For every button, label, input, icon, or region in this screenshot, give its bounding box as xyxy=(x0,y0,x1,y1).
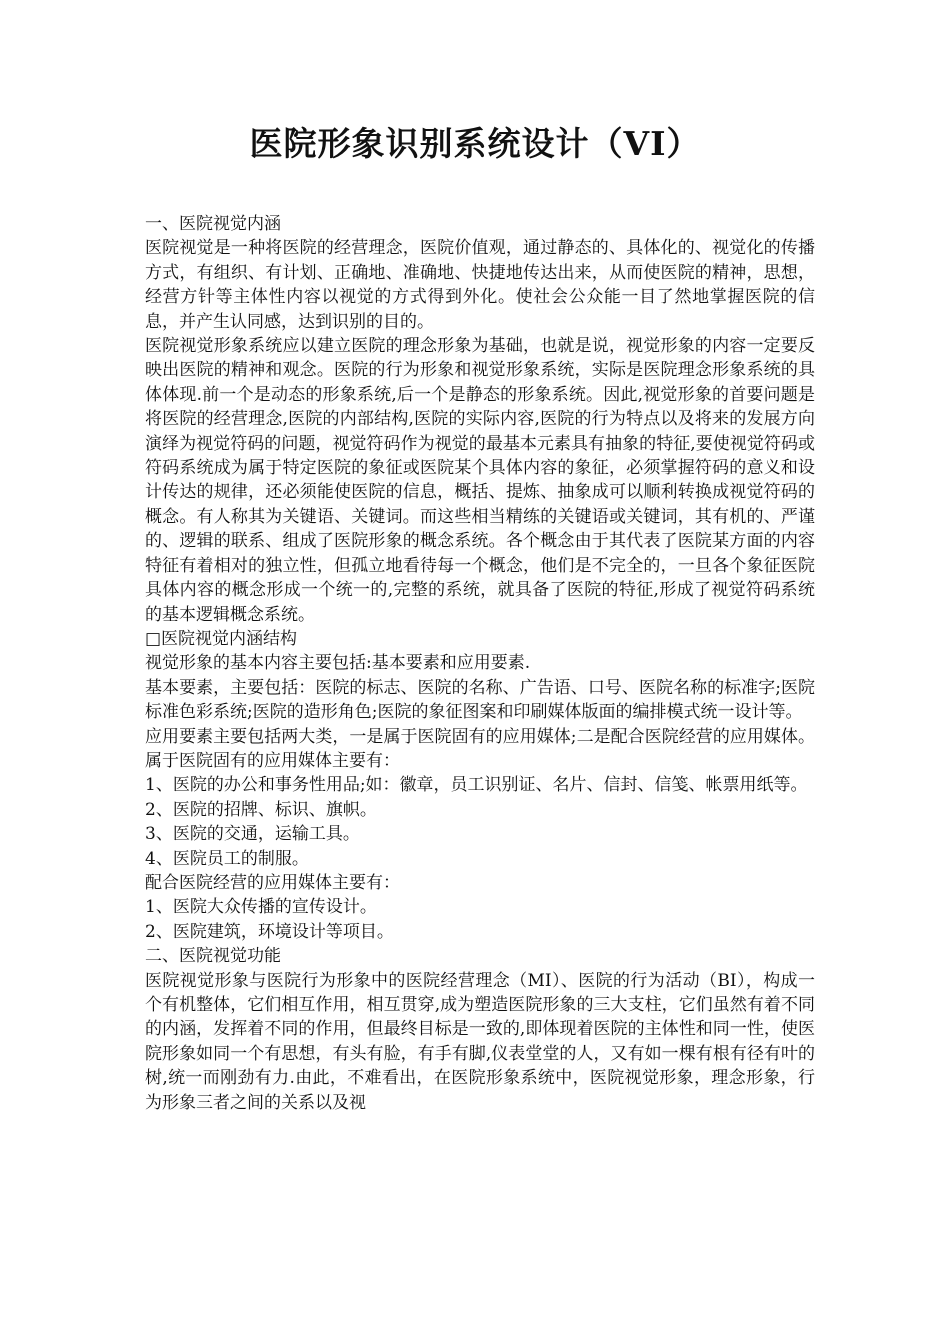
section-heading: 一、医院视觉内涵 xyxy=(145,214,281,234)
subsection-heading: □医院视觉内涵结构 xyxy=(145,628,298,649)
paragraph: 医院视觉形象与医院行为形象中的医院经营理念（MI）、医院的行为活动（BI），构成一个有机整体，它们相互作用，相互贯穿,成为塑造医院形象的三大支柱，它们虽然有着不同的内涵，发挥着不同的作用，但最终目标是一致的,即体现着医院的主体性和同一性，使医院形象如同一个有思想，有头有脸，有手有脚,仪表堂堂的人，又有如一棵有根有径有叶的树,统一而刚劲有力.由此，不难看出，在医院形象系统中，医院视觉形象，理念形象，行为形象三者之间的关系以及视 xyxy=(145,970,815,1113)
list-item: 4、医院员工的制服。 xyxy=(145,848,309,869)
document-title: 医院形象识别系统设计（VI） xyxy=(249,124,701,163)
document-body xyxy=(145,212,815,1115)
paragraph: 医院视觉是一种将医院的经营理念，医院价值观，通过静态的、具体化的、视觉化的传播方式，有组织、有计划、正确地、准确地、快捷地传达出来，从而使医院的精神，思想，经营方针等主体性内容以视觉的方式得到外化。使社会公众能一目了然地掌握医院的信息，并产生认同感，达到识别的目的。 xyxy=(145,238,815,332)
list-item: 2、医院建筑，环境设计等项目。 xyxy=(145,921,394,942)
paragraph: 配合医院经营的应用媒体主要有： xyxy=(145,872,400,893)
list-item: 1、医院大众传播的宣传设计。 xyxy=(145,897,377,918)
paragraph: 基本要素，主要包括：医院的标志、医院的名称、广告语、口号、医院名称的标准字;医院标准色彩系统;医院的造形角色;医院的象征图案和印刷媒体版面的编排模式统一设计等。 xyxy=(145,677,815,723)
paragraph: 视觉形象的基本内容主要包括:基本要素和应用要素. xyxy=(145,653,531,674)
section-heading: 二、医院视觉功能 xyxy=(145,946,281,967)
list-item: 1、医院的办公和事务性用品;如：徽章，员工识别证、名片、信封、信笺、帐票用纸等。 xyxy=(145,775,808,796)
list-item: 2、医院的招牌、标识、旗帜。 xyxy=(145,799,377,820)
paragraph: 应用要素主要包括两大类，一是属于医院固有的应用媒体;二是配合医院经营的应用媒体。属于医院固有的应用媒体主要有： xyxy=(145,726,815,771)
list-item: 3、医院的交通，运输工具。 xyxy=(145,824,360,845)
paragraph: 医院视觉形象系统应以建立医院的理念形象为基础，也就是说，视觉形象的内容一定要反映出医院的精神和观念。医院的行为形象和视觉形象系统，实际是医院理念形象系统的具体体现.前一个是动态的形象系统,后一个是静态的形象系统。因此,视觉形象的首要问题是将医院的经营理念,医院的内部结构,医院的实际内容,医院的行为特点以及将来的发展方向演绎为视觉符码的问题，视觉符码作为视觉的最基本元素具有抽象的特征,要使视觉符码或符码系统成为属于特定医院的象征或医院某个具体内容的象征，必须掌握符码的意义和设计传达的规律，还必须能使医院的信息，概括、提炼、抽象成可以顺利转换成视觉符码的概念。有人称其为关键语、关键词。而这些相当精练的关键语或关键词，其有机的、严谨的、逻辑的联系、组成了医院形象的概念系统。各个概念由于其代表了医院某方面的内容特征有着相对的独立性，但孤立地看待每一个概念，他们是不完全的，一旦各个象征医院具体内容的概念形成一个统一的,完整的系统，就具备了医院的特征,形成了视觉符码系统的基本逻辑概念系统。 xyxy=(145,336,815,625)
